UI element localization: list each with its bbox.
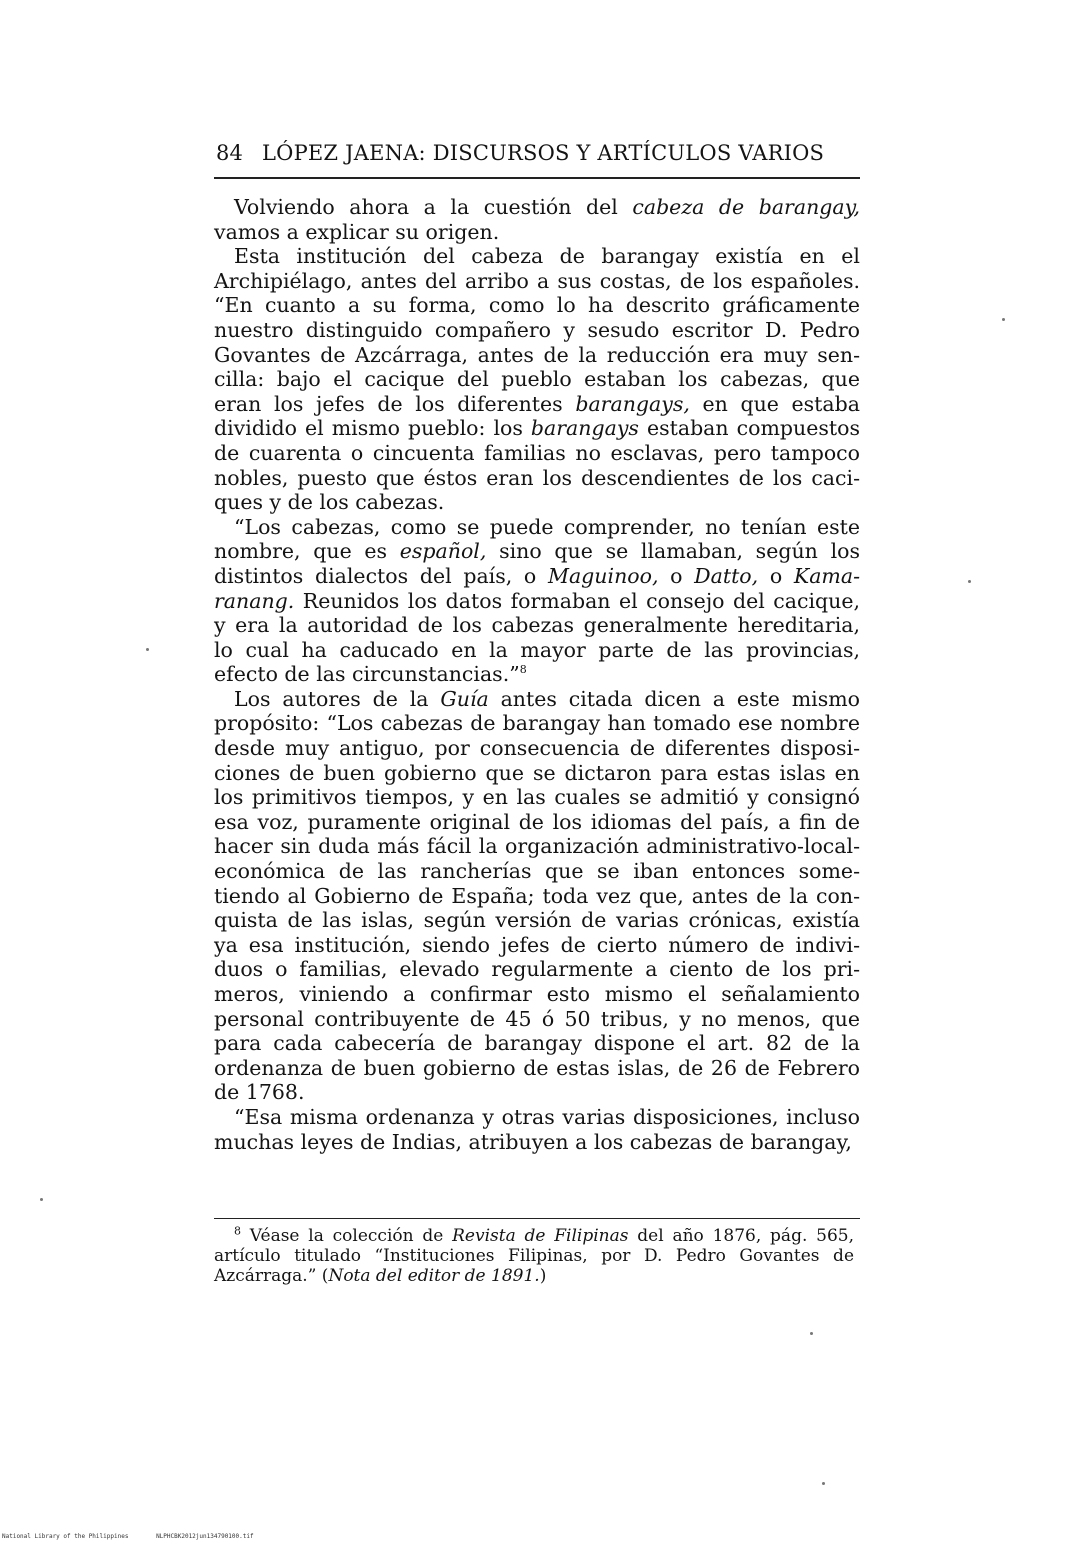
italic-span: Guía (440, 686, 489, 711)
text-span: o (658, 563, 695, 588)
running-header (216, 138, 856, 168)
scan-speck (810, 1332, 813, 1335)
italic-span: español, (399, 539, 487, 564)
running-title: LÓPEZ JAENA: DISCURSOS Y ARTÍCULOS VARIOS (262, 141, 825, 165)
scan-footer (2, 1533, 602, 1541)
scan-speck (822, 1482, 825, 1485)
text-span: Véase la colección de (241, 1226, 453, 1246)
scan-speck (146, 648, 149, 651)
scan-speck (968, 580, 971, 583)
text-span: ) (539, 1266, 547, 1286)
footnote (214, 1226, 854, 1286)
text-span: sino que se llamaban, según los distintos dialectos del país, o (214, 539, 860, 588)
text-span: Reunidos los datos formaban el consejo del cacique, y era la autoridad de los cabezas generalmente hereditaria, lo cual ha caducado en la mayor parte de las provincias, efecto de las circunstancias.” (214, 588, 860, 687)
body-paragraph (214, 687, 860, 1105)
body-paragraph (214, 1105, 860, 1154)
page-number: 84 (216, 141, 244, 165)
text-span: “Esa misma ordenanza y otras varias disposiciones, incluso muchas leyes de Indias, atribuyen a los cabezas de barangay, (214, 1104, 860, 1154)
italic-span: barangays (530, 416, 639, 441)
text-span: Los autores de la (234, 686, 441, 711)
footnote-marker: 8 (234, 1224, 241, 1238)
italic-span: Kamaranang. (214, 563, 861, 613)
italic-span: Datto, (694, 563, 759, 588)
italic-span: Maguinoo, (547, 563, 659, 588)
scan-speck (1002, 318, 1005, 321)
text-span: vamos a explicar su origen. (214, 219, 500, 244)
text-span: antes citada dicen a este mismo propósito: “Los cabezas de barangay han tomado ese nombre desde muy antiguo, por consecuencia de diferentes disposiciones de buen gobierno que se dictaron para estas islas en los primitivos tiempos, y en las cuales se admitió y consignó esa voz, puramente original de los idiomas del país, a fin de hacer sin duda más fácil la organización administrativo-local-económica de las rancherías que se iban entonces sometiendo al Gobierno de España; toda vez que, antes de la conquista de las islas, según versión de varias crónicas, existía ya esa institución, siendo jefes de cierto número de individuos o familias, elevado regularmente a ciento de los primeros, viniendo a confirmar esto mismo el señalamiento personal contribuyente de 45 ó 50 tribus, y no menos, que para cada cabecería de barangay dispone el art. 82 de la ordenanza de buen gobierno de estas islas, de 26 de Febrero de 1768. (214, 686, 860, 1105)
footnote-paragraph (214, 1226, 854, 1286)
text-span: o (758, 563, 794, 588)
italic-span: barangays, (575, 391, 690, 416)
text-span: estaban compuestos de cuarenta o cincuenta familias no esclavas, pero tampoco nobles, puesto que éstos eran los descendientes de los caciques y de los cabezas. (214, 416, 860, 515)
footnote-rule (214, 1218, 860, 1219)
italic-span: Nota del editor de 1891. (328, 1266, 540, 1286)
header-rule (214, 177, 860, 179)
body-paragraph (214, 195, 860, 244)
body-paragraph (214, 515, 860, 687)
text-span: del año 1876, pág. 565, artículo titulado “Instituciones Filipinas, por D. Pedro Govantes de Azcárraga.” ( (214, 1226, 855, 1286)
italic-span: Revista de Filipinas (452, 1226, 629, 1246)
scan-speck (40, 1198, 43, 1201)
text-span: “Los cabezas, como se puede comprender, no tenían este nombre, que es (214, 514, 860, 564)
text-span: en que estaba dividido el mismo pueblo: los (214, 391, 860, 441)
footnote-marker: 8 (519, 663, 527, 677)
body-text (214, 195, 860, 1154)
body-paragraph (214, 244, 860, 515)
scan-id-label: NLPHCBK2012jun134790100.tif (156, 1533, 254, 1540)
italic-span: cabeza de barangay, (632, 195, 860, 219)
library-label: National Library of the Philippines (2, 1533, 129, 1540)
text-span: Volviendo ahora a la cuestión del (234, 195, 633, 219)
text-span: Esta institución del cabeza de barangay existía en el Archipiélago, antes del arribo a sus costas, de los españoles. “En cuanto a su forma, como lo ha descrito gráficamente nuestro distinguido compañero y sesudo escritor D. Pedro Govantes de Azcárraga, antes de la reducción era muy sencilla: bajo el cacique del pueblo estaban los cabezas, que eran los jefes de los diferentes (214, 244, 860, 416)
